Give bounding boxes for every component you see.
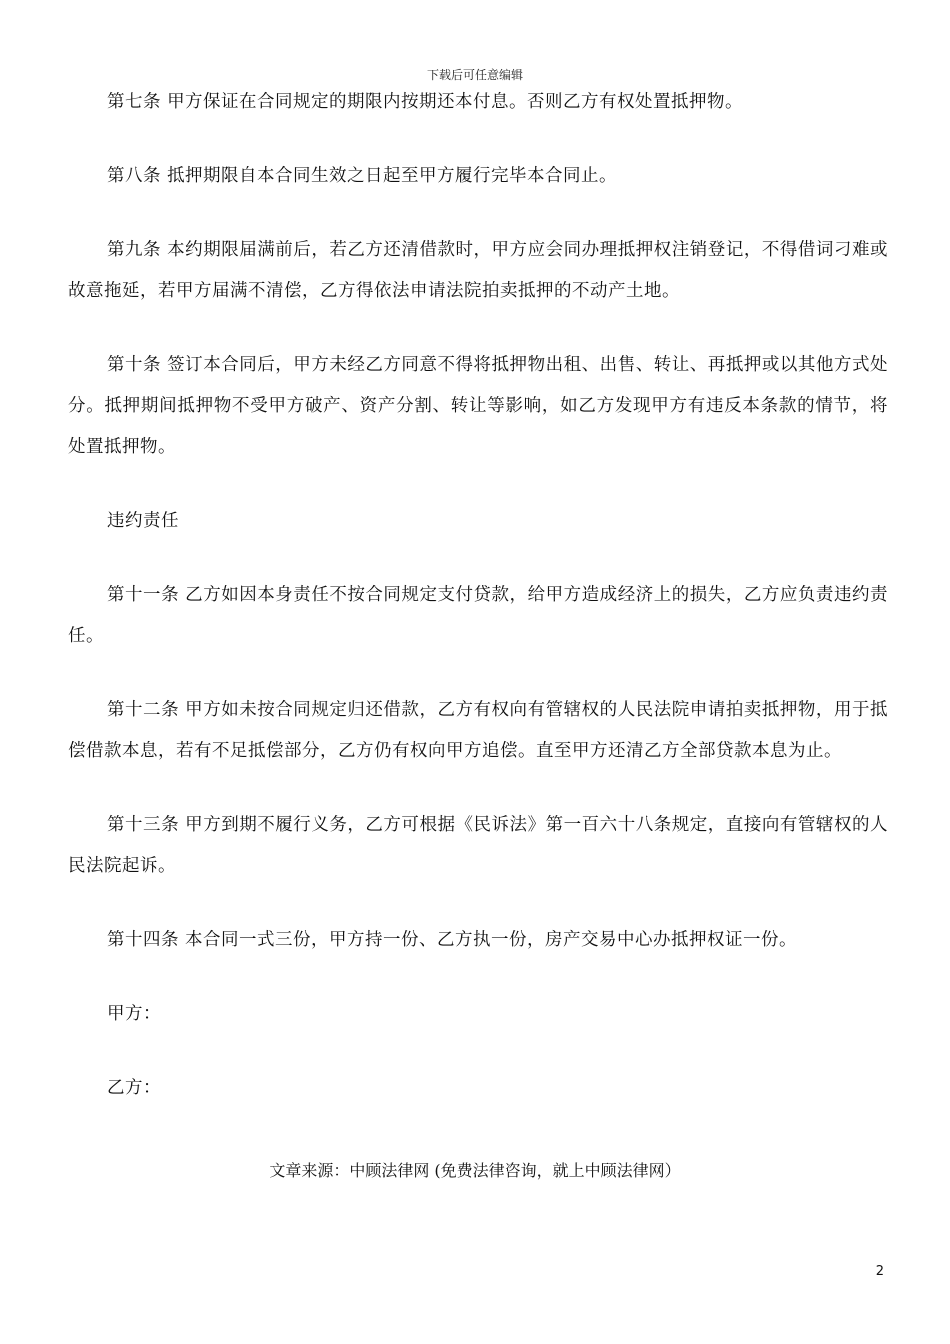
article-11: 第十一条 乙方如因本身责任不按合同规定支付贷款，给甲方造成经济上的损失，乙方应负责违约责任。 (68, 585, 888, 646)
article-8: 第八条 抵押期限自本合同生效之日起至甲方履行完毕本合同止。 (107, 166, 618, 186)
article-14: 第十四条 本合同一式三份，甲方持一份、乙方执一份，房产交易中心办抵押权证一份。 (107, 930, 798, 950)
page-number: 2 (875, 1264, 884, 1279)
article-10: 第十条 签订本合同后，甲方未经乙方同意不得将抵押物出租、出售、转让、再抵押或以其他方式处分。抵押期间抵押物不受甲方破产、资产分割、转让等影响，如乙方发现甲方有违反本条款的情节，将处置抵押物。 (68, 355, 888, 457)
party-b-signature-line: 乙方： (107, 1078, 161, 1098)
article-13: 第十三条 甲方到期不履行义务，乙方可根据《民诉法》第一百六十八条规定，直接向有管辖权的人民法院起诉。 (68, 815, 888, 876)
header-note: 下载后可任意编辑 (426, 68, 523, 82)
document-body (68, 82, 888, 1142)
article-9: 第九条 本约期限届满前后，若乙方还清借款时，甲方应会同办理抵押权注销登记，不得借词刁难或故意拖延，若甲方届满不清偿，乙方得依法申请法院拍卖抵押的不动产土地。 (68, 240, 888, 301)
section-heading-liability: 违约责任 (107, 511, 179, 531)
source-footer: 文章来源：中顾法律网 (免费法律咨询，就上中顾法律网） (269, 1161, 681, 1180)
party-a-signature-line: 甲方： (107, 1004, 161, 1024)
article-7: 第七条 甲方保证在合同规定的期限内按期还本付息。否则乙方有权处置抵押物。 (107, 92, 744, 112)
article-12: 第十二条 甲方如未按合同规定归还借款，乙方有权向有管辖权的人民法院申请拍卖抵押物，用于抵偿借款本息，若有不足抵偿部分，乙方仍有权向甲方追偿。直至甲方还清乙方全部贷款本息为止。 (68, 700, 888, 761)
